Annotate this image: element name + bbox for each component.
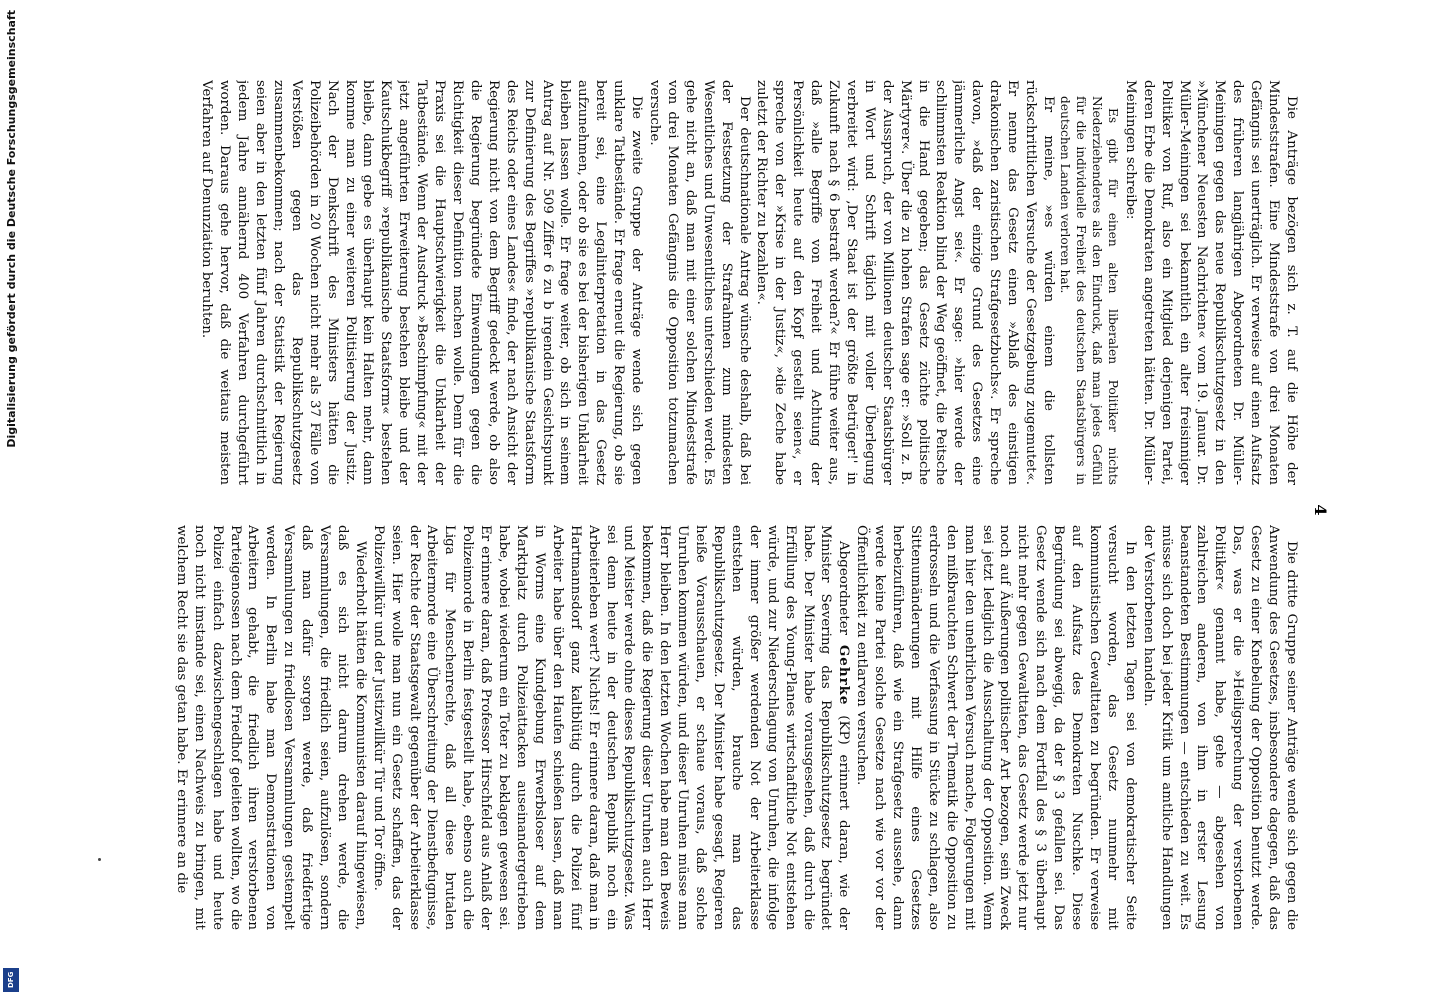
scan-speck xyxy=(98,858,101,861)
speech-text: (KP) erinnert daran, wie der Minister Severing das Republikschutzgesetz begründet habe. Der Minister habe vorausgesehen, daß durch die Erfüllung des Young-Planes wirtschaftliche Not entstehen würde, und zur Niederschlagung von Unruhen, die infolge der immer größer werdenden Not der Arbeiterklasse entstehen würden, brauche man das Republikschutzgesetz. Der Minister habe gesagt, Regieren heiße Vorausschauen, er schaue voraus, daß solche Unruhen kommen würden, und dieser Unruhen müsse man Herr bleiben. In den letzten Wochen habe man den Beweis bekommen, daß die Regierung dieser Unruhen auch Herr und Meister werde ohne dieses Republikschutzgesetz. Was sei denn heute in der deutschen Republik noch ein Arbeiterleben wert? Nichts! Er erinnere daran, daß man in Hartmannsdorf ganz kaltblütig durch die Polizei fünf Arbeiter habe über den Haufen schießen lassen, daß man in Worms eine Kundgebung Erwerbsloser auf dem Marktplatz durch Polizeiattacken auseinandergetrieben habe, wobei wiederum ein Toter zu beklagen gewesen sei. Er erinnere daran, daß Professor Hirschfeld aus Anlaß der Polizeimorde in Berlin festgestellt habe, ebenso auch die Liga für Menschenrechte, daß all diese brutalen Arbeitermorde eine Überschreitung der Dienstbefugnisse, der Rechte der Staatsgewalt gegenüber der Arbeiterklasse seien. Hier wolle man nun ein Gesetz schaffen, das der Polizeiwillkür und der Justizwillkür Tür und Tor öffne. xyxy=(370,525,852,930)
speaker-title: Abgeordneter xyxy=(836,541,852,636)
text-column-right xyxy=(150,525,1300,930)
paragraph: Der deutschnationale Antrag wünsche deshalb, daß bei der Festsetzung der Strafrahmen zum mindesten Wesentliches und Unwesentliches unterschieden werde. Es gehe nicht an, daß man mit einer solchen Mindeststrafe von drei Monaten Gefängnis die Opposition totzumachen versuche. xyxy=(647,80,752,485)
paragraph: Wiederholt hätten die Kommunisten darauf hingewiesen, daß es sich nicht darum drehen werde, die Versammlungen, die friedlich seien, aufzulösen, sondern daß man dafür sorgen werde, daß friedfertige Versammlungen zu friedlosen Versammlungen gestempelt werden. In Berlin habe man Demonstrationen von Arbeitern gehabt, die friedlich ihren verstorbenen Parteigenossen nach dem Friedhof geleiten wollten, wo die Polizei einfach dazwischengeschlagen habe und heute noch nicht imstande sei, einen Nachweis zu bringen, mit welchem Recht sie das getan habe. Er erinnere an die xyxy=(173,525,368,930)
block-quote: Es gibt für einen alten liberalen Politiker nichts Niederziehenderes als den Eindruck, daß man jedes Gefühl für die individuelle Freiheit des deutschen Staatsbürgers in deutschen Landen verloren hat. xyxy=(1057,96,1120,485)
paragraph: Die zweite Gruppe der Anträge wende sich gegen unklare Tatbestände. Er frage erneut die Regierung, ob sie bereit sei, eine Legalinterpretation in das Gesetz aufzunehmen, oder ob sie es bei der bisherigen Unklarheit bleiben lassen wolle. Er frage weiter, ob sich in seinem Antrag auf Nr. 509 Ziffer 6 zu b irgendein Gesichtspunkt zur Definierung des Begriffes »republikanische Staatsform des Reichs oder eines Landes« finde, der nach Ansicht der Regierung nicht von dem Begriff gedeckt werde, ob also die Regierung begründete Einwendungen gegen die Richtigkeit dieser Definition machen wolle. Denn für die Praxis sei die Hauptschwierigkeit die Unklarheit der Tatbestände. Wenn der Ausdruck »Beschimpfung« mit der jetzt angeführten Erweiterung bestehen bleibe und der Kautschukbegriff »republikanische Staatsform« bestehen bleibe, dann gebe es überhaupt kein Halten mehr, dann komme man zu einer weiteren Politisierung der Justiz. Nach der Denkschrift des Ministers hätten die Polizeibehörden in 20 Wochen nicht mehr als 37 Fälle von Verstößen gegen das Republikschutzgesetz zusammenbekommen; nach der Statistik der Regierung seien aber in den letzten fünf Jahren durchschnittlich in jedem Jahre annähernd 400 Verfahren durchgeführt worden. Daraus gehe hervor, daß die weitaus meisten Verfahren auf Denunziation beruhten. xyxy=(199,80,645,485)
scanned-page-frame xyxy=(140,80,1330,940)
text-column-left xyxy=(150,80,1300,485)
digitization-credit: Digitalisierung gefördert durch die Deutsche Forschungsgemeinschaft xyxy=(5,10,18,448)
paragraph: Er meine, »es würden einem die tollsten rückschrittlichen Versuche der Gesetzgebung zugemutet«. Er nenne das Gesetz einen »Ablaß des einstigen drakonischen zaristischen Strafgesetzbuchs«. Er spreche davon, »daß der einzige Grund des Gesetzes eine jämmerliche Angst sei«. Er sage: »hier werde der schlimmsten Reaktion blind der Weg geöffnet, die Peitsche in die Hand gegeben; das Gesetz züchte politische Märtyrer«. Über die zu hohen Strafen sage er: »Soll z. B. der Ausspruch, der von Millionen deutscher Staatsbürger in Wort und Schrift täglich mit voller Überlegung verbreitet wird: ,Der Staat ist der größte Betrüger!' in Zukunft nach § 6 bestraft werden?« Er führe weiter aus, daß »alle Begriffe von Freiheit und Achtung der Persönlichkeit heute auf den Kopf gestellt seien«, er spreche von der »Krise in der Justiz«, »die Zeche habe zuletzt der Richter zu bezahlen«. xyxy=(754,80,1056,485)
dfg-logo-icon: DFG xyxy=(3,968,19,992)
paragraph xyxy=(369,525,852,930)
paragraph: In den letzten Tagen sei von demokratischer Seite versucht worden, das Gesetz nunmehr mit kommunistischen Gewalttaten zu begründen. Er verweise auf den Aufsatz des Demokraten Nuschke. Diese Begründung sei abwegig, da der § 3 gefallen sei. Das Gesetz wende sich nach dem Fortfall des § 3 überhaupt nicht mehr gegen Gewalttaten, das Gesetz werde jetzt nur noch auf Äußerungen politischer Art bezogen, sein Zweck sei jetzt lediglich die Ausschaltung der Opposition. Wenn man hier den unehrlichen Versuch mache, Folgerungen mit den mißbrauchten Schwert der Thematik die Opposition zu erdrosseln und die Verfassung in Stücke zu schlagen, also Sittenumänderungen mit Hilfe eines Gesetzes herbeizuführen, daß wie ein Strafgesetz aussehe, dann werde keine Partei solche Gesetze nach wie vor vor der Öffentlichkeit zu entlarven versuchen. xyxy=(854,525,1138,930)
credit-strip xyxy=(0,0,22,1000)
page-number: 4 xyxy=(1311,504,1330,516)
speaker-name: Gehrke xyxy=(836,644,853,706)
paragraph: Die Anträge bezögen sich z. T. auf die Höhe der Mindeststrafen. Eine Mindeststrafe von drei Monaten Gefängnis sei unerträglich. Er verweise auf einen Aufsatz des früheren langjährigen Abgeordneten Dr. Müller-Meiningen gegen das neue Republikschutzgesetz in den »Münchener Neuesten Nachrichten« vom 19. Januar. Dr. Müller-Meiningen sei bekanntlich ein alter freisinniger Politiker von Ruf, also ein Mitglied derjenigen Partei, deren Erbe die Demokraten angetreten hätten. Dr. Müller-Meiningen schreibe: xyxy=(1122,80,1299,485)
scanned-page xyxy=(140,80,1330,940)
paragraph: Die dritte Gruppe seiner Anträge wende sich gegen die Anwendung des Gesetzes, insbesondere dagegen, daß das Gesetz zu einer Knebelung der Opposition benutzt werde. Das, was er die »Heiligsprechung der verstorbenen Politiker« genannt habe, gehe — abgesehen von zahlreichen anderen, von ihm in erster Lesung beanstandeten Bestimmungen — entschieden zu weit. Es müsse sich doch bei jeder Kritik um amtliche Handlungen der Verstorbenen handeln. xyxy=(1140,525,1299,930)
